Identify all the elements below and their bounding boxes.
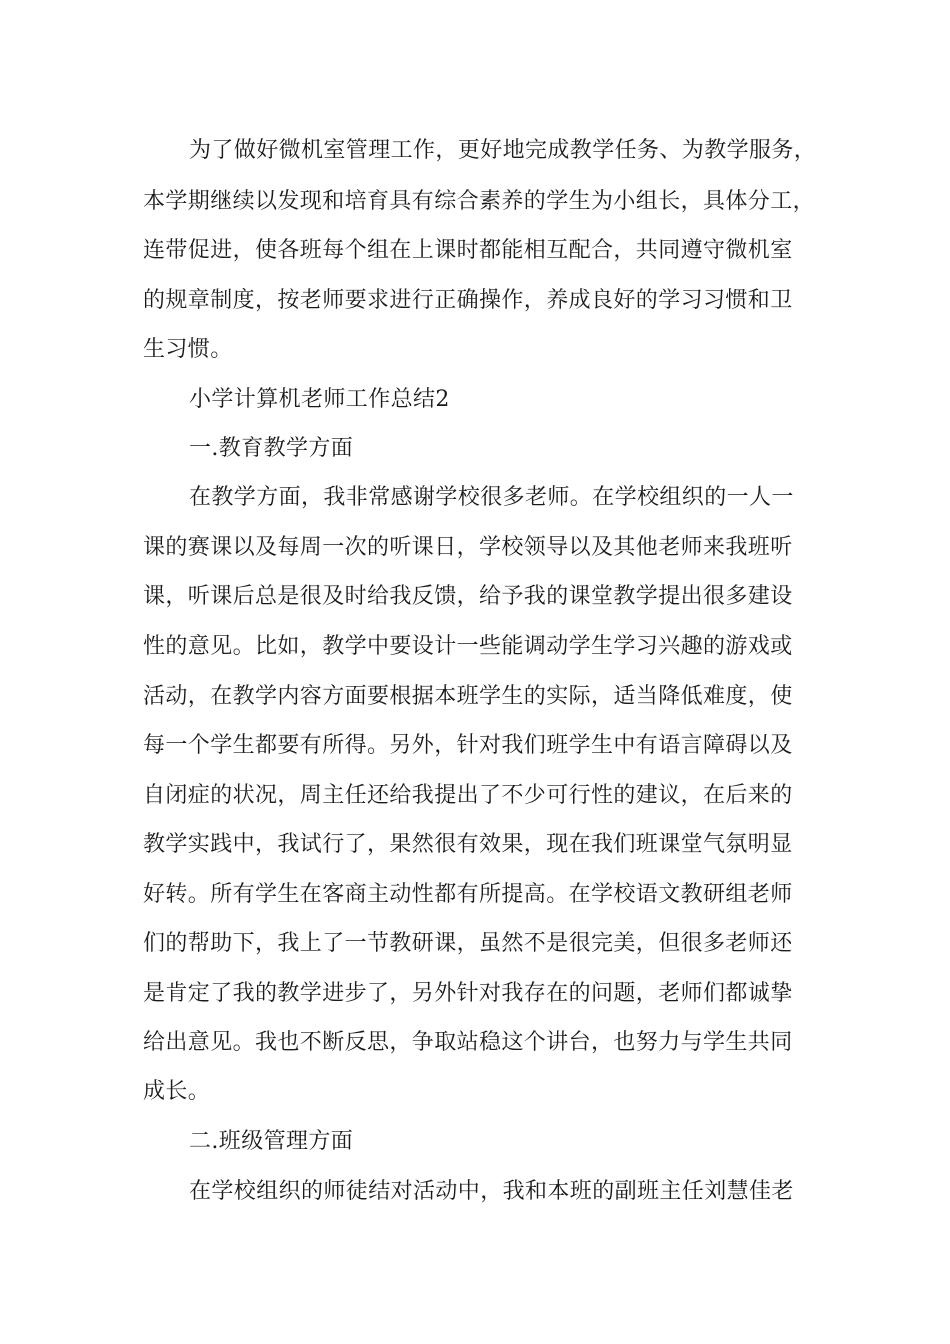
paragraph-line: 课，听课后总是很及时给我反馈，给予我的课堂教学提出很多建设	[143, 584, 793, 609]
paragraph-line: 们的帮助下，我上了一节教研课，虽然不是很完美，但很多老师还	[143, 931, 793, 956]
paragraph-line: 性的意见。比如，教学中要设计一些能调动学生学习兴趣的游戏或	[143, 634, 793, 659]
paragraph-line: 给出意见。我也不断反思，争取站稳这个讲台，也努力与学生共同	[143, 1030, 793, 1055]
paragraph-line: 是肯定了我的教学进步了，另外针对我存在的问题，老师们都诚挚	[143, 981, 793, 1006]
section-heading: 二.班级管理方面	[189, 1129, 354, 1154]
paragraph-line: 好转。所有学生在客商主动性都有所提高。在学校语文教研组老师	[143, 882, 793, 907]
paragraph-line: 每一个学生都要有所得。另外，针对我们班学生中有语言障碍以及	[143, 733, 793, 758]
paragraph-line: 自闭症的状况，周主任还给我提出了不少可行性的建议，在后来的	[143, 783, 793, 808]
paragraph-line: 在学校组织的师徒结对活动中，我和本班的副班主任刘慧佳老	[189, 1179, 794, 1204]
section-title: 小学计算机老师工作总结2	[189, 387, 450, 412]
paragraph-line: 成长。	[143, 1079, 211, 1104]
paragraph-line: 在教学方面，我非常感谢学校很多老师。在学校组织的一人一	[189, 485, 794, 510]
paragraph-line: 本学期继续以发现和培育具有综合素养的学生为小组长，具体分工，	[143, 189, 816, 214]
paragraph-line: 连带促进，使各班每个组在上课时都能相互配合，共同遵守微机室	[143, 238, 793, 263]
paragraph-line: 教学实践中，我试行了，果然很有效果，现在我们班课堂气氛明显	[143, 832, 793, 857]
paragraph-line: 为了做好微机室管理工作，更好地完成教学任务、为教学服务，	[189, 138, 817, 163]
paragraph-line: 课的赛课以及每周一次的听课日，学校领导以及其他老师来我班听	[143, 535, 793, 560]
paragraph-line: 活动，在教学内容方面要根据本班学生的实际，适当降低难度，使	[143, 684, 793, 709]
section-heading: 一.教育教学方面	[189, 436, 354, 461]
paragraph-line: 生习惯。	[143, 337, 233, 362]
paragraph-line: 的规章制度，按老师要求进行正确操作，养成良好的学习习惯和卫	[143, 288, 793, 313]
